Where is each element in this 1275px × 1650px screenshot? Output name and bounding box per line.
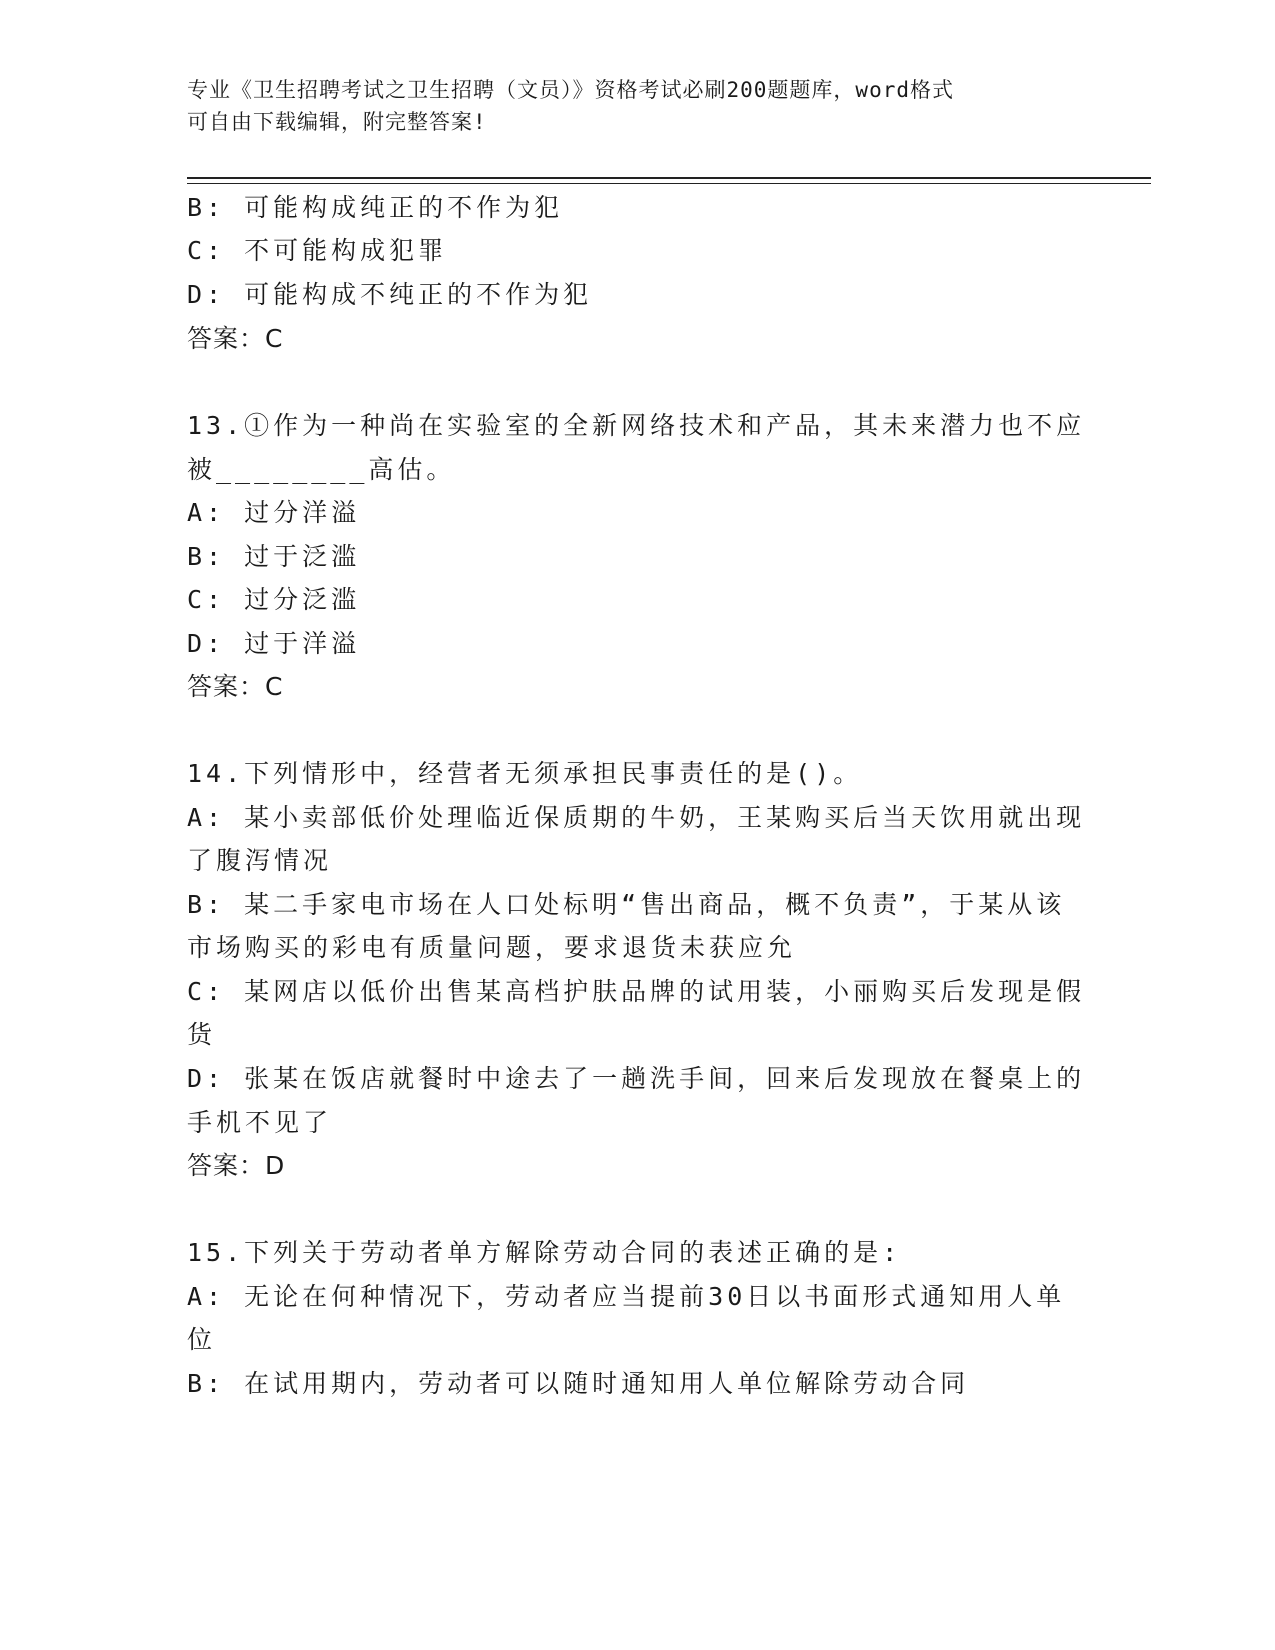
q14-option-b-line-1: B: 某二手家电市场在人口处标明“售出商品，概不负责”，于某从该 xyxy=(187,890,1066,919)
header-line-1: 专业《卫生招聘考试之卫生招聘（文员）》资格考试必刷200题题库，word格式 xyxy=(187,78,954,102)
document-header xyxy=(187,74,1067,138)
q14-option-a-line-1: A: 某小卖部低价处理临近保质期的牛奶，王某购买后当天饮用就出现 xyxy=(187,803,1086,832)
q14-option-b-line-2: 市场购买的彩电有质量问题，要求退货未获应允 xyxy=(187,933,797,962)
q14-option-a-line-2: 了腹泻情况 xyxy=(187,846,333,875)
q14-option-d-line-2: 手机不见了 xyxy=(187,1108,333,1137)
q15-option-a-line-2: 位 xyxy=(187,1325,217,1354)
q15-option-a-line-1: A: 无论在何种情况下，劳动者应当提前30日以书面形式通知用人单 xyxy=(187,1282,1066,1311)
q14-option-c-line-2: 货 xyxy=(187,1020,217,1049)
q14-stem: 14.下列情形中，经营者无须承担民事责任的是()。 xyxy=(187,759,863,788)
header-line-2: 可自由下载编辑，附完整答案! xyxy=(187,110,487,134)
q13-option-a: A: 过分洋溢 xyxy=(187,498,361,527)
q12-option-c: C: 不可能构成犯罪 xyxy=(187,236,448,265)
q13-answer: 答案：C xyxy=(187,672,284,701)
q13-option-b: B: 过于泛滥 xyxy=(187,542,361,571)
header-divider-thick xyxy=(187,177,1151,179)
q13-stem-line-1: 13.①作为一种尚在实验室的全新网络技术和产品，其未来潜力也不应 xyxy=(187,411,1086,440)
q14-option-d-line-1: D: 张某在饭店就餐时中途去了一趟洗手间，回来后发现放在餐桌上的 xyxy=(187,1064,1086,1093)
q13-stem-line-2: 被________高估。 xyxy=(187,455,456,484)
q13-option-c: C: 过分泛滥 xyxy=(187,585,361,614)
q13-option-d: D: 过于洋溢 xyxy=(187,629,361,658)
q12-option-b: B: 可能构成纯正的不作为犯 xyxy=(187,193,564,222)
q14-answer: 答案：D xyxy=(187,1151,286,1180)
q12-option-d: D: 可能构成不纯正的不作为犯 xyxy=(187,280,593,309)
q15-option-b: B: 在试用期内，劳动者可以随时通知用人单位解除劳动合同 xyxy=(187,1369,970,1398)
q12-answer: 答案：C xyxy=(187,324,284,353)
q15-stem: 15.下列关于劳动者单方解除劳动合同的表述正确的是: xyxy=(187,1238,902,1267)
header-divider-thin xyxy=(187,183,1151,184)
q14-option-c-line-1: C: 某网店以低价出售某高档护肤品牌的试用装，小丽购买后发现是假 xyxy=(187,977,1086,1006)
